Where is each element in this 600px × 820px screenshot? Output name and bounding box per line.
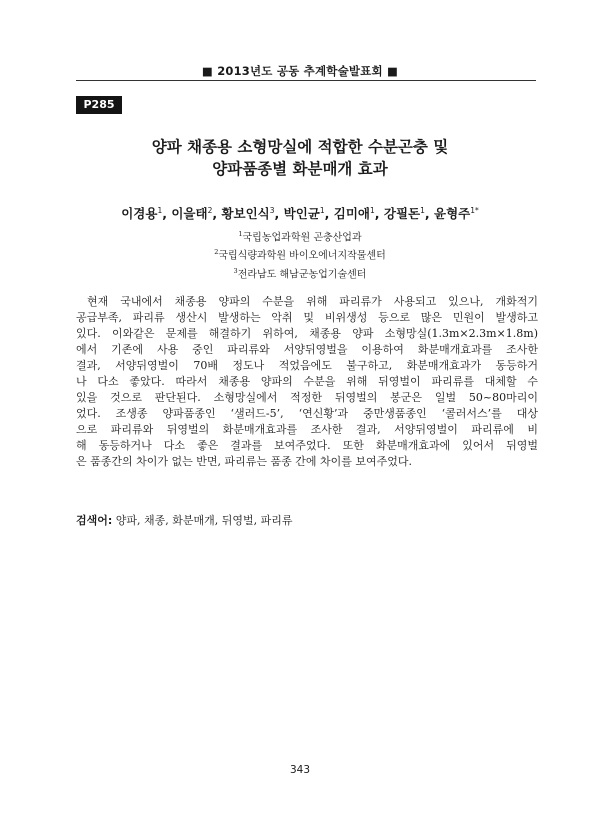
author-name: 이을태 — [171, 206, 208, 221]
affiliation-item: $^1$국립농업과학원 곤충산업과 — [238, 230, 362, 244]
author-name: 박인균 — [283, 206, 320, 221]
title-line-2: 양파품종별 화분매개 효과 — [212, 160, 388, 178]
author-name: 이경용 — [121, 206, 158, 221]
paper-title — [60, 136, 540, 180]
abstract-line: 해 동등하거나 다소 좋은 결과를 보여주었다. 또한 화분매개효과에 있어서 뒤영벌 — [76, 439, 538, 452]
abstract-body — [76, 294, 538, 470]
abstract-line: 은 품종간의 차이가 없는 반면, 파리류는 품종 간에 차이를 보여주었다. — [76, 455, 412, 468]
header-divider — [76, 80, 536, 81]
abstract-line: 으로 파리류와 뒤영벌의 화분매개효과를 조사한 결과, 서양뒤영벌이 파리류에 비 — [76, 423, 538, 436]
author-affiliation-mark: 1 — [420, 205, 425, 215]
keywords — [76, 512, 293, 528]
affiliation-item: $^2$국립식량과학원 바이오에너지작물센터 — [214, 248, 386, 262]
paper-id-badge: P285 — [76, 96, 122, 114]
author-affiliation-mark: 1* — [470, 205, 479, 215]
author-name: 김미애 — [333, 206, 371, 221]
author-name: 황보인식 — [221, 206, 270, 221]
abstract-line: 에서 기존에 사용 중인 파리류와 서양뒤영벌을 이용하여 화분매개효과를 조사한 — [76, 343, 538, 356]
title-line-1: 양파 채종용 소형망실에 적합한 수분곤충 및 — [151, 138, 449, 156]
author-affiliation-mark: 3 — [269, 205, 275, 215]
author-affiliation-mark: 2 — [207, 205, 213, 215]
conference-header: ■ 2013년도 공동 추계학술발표회 ■ — [201, 64, 399, 78]
keywords-text: 양파, 채종, 화분매개, 뒤영벌, 파리류 — [112, 514, 293, 527]
author-name: 강필돈 — [383, 206, 421, 221]
author-affiliation-mark: 1 — [319, 205, 325, 215]
abstract-line: 결과, 서양뒤영벌이 70배 정도나 적었음에도 불구하고, 화분매개효과가 동등하거 — [76, 359, 538, 372]
author-list: 이경용$^1$, 이을태$^2$, 황보인식$^3$, 박인균$^1$, 김미애$^1$, 강필돈$^1$, 윤형주$^{1*}$ — [121, 205, 479, 221]
author-affiliation-mark: 1 — [370, 205, 375, 215]
author-affiliation-mark: 1 — [157, 205, 163, 215]
affiliation-list — [60, 227, 540, 282]
abstract-line: 있다. 이와같은 문제를 해결하기 위하여, 채종용 양파 소형망실(1.3m×2.3m×1.8m) — [76, 327, 538, 340]
abstract-line: 있을 것으로 판단된다. 소형망실에서 적정한 뒤영벌의 봉군은 일벌 50~80마리이 — [76, 391, 538, 404]
page-number: 343 — [289, 764, 311, 776]
abstract-line: 었다. 조생종 양파품종인 ‘샐러드-5’, ‘연신황’과 중만생품종인 ‘콜러서스’를 대상 — [76, 407, 538, 420]
abstract-line: 공급부족, 파리류 생산시 발생하는 악취 및 비위생성 등으로 많은 민원이 발생하고 — [76, 311, 538, 324]
author-name: 윤형주 — [434, 206, 471, 221]
affiliation-item: $^3$전라남도 해남군농업기술센터 — [233, 266, 367, 280]
keywords-label: 검색어: — [76, 514, 113, 527]
abstract-line: 나 다소 좋았다. 따라서 채종용 양파의 수분을 위해 뒤영벌이 파리류를 대체할 수 — [76, 375, 538, 388]
abstract-line: 현재 국내에서 채종용 양파의 수분을 위해 파리류가 사용되고 있으나, 개화적기 — [87, 295, 538, 308]
